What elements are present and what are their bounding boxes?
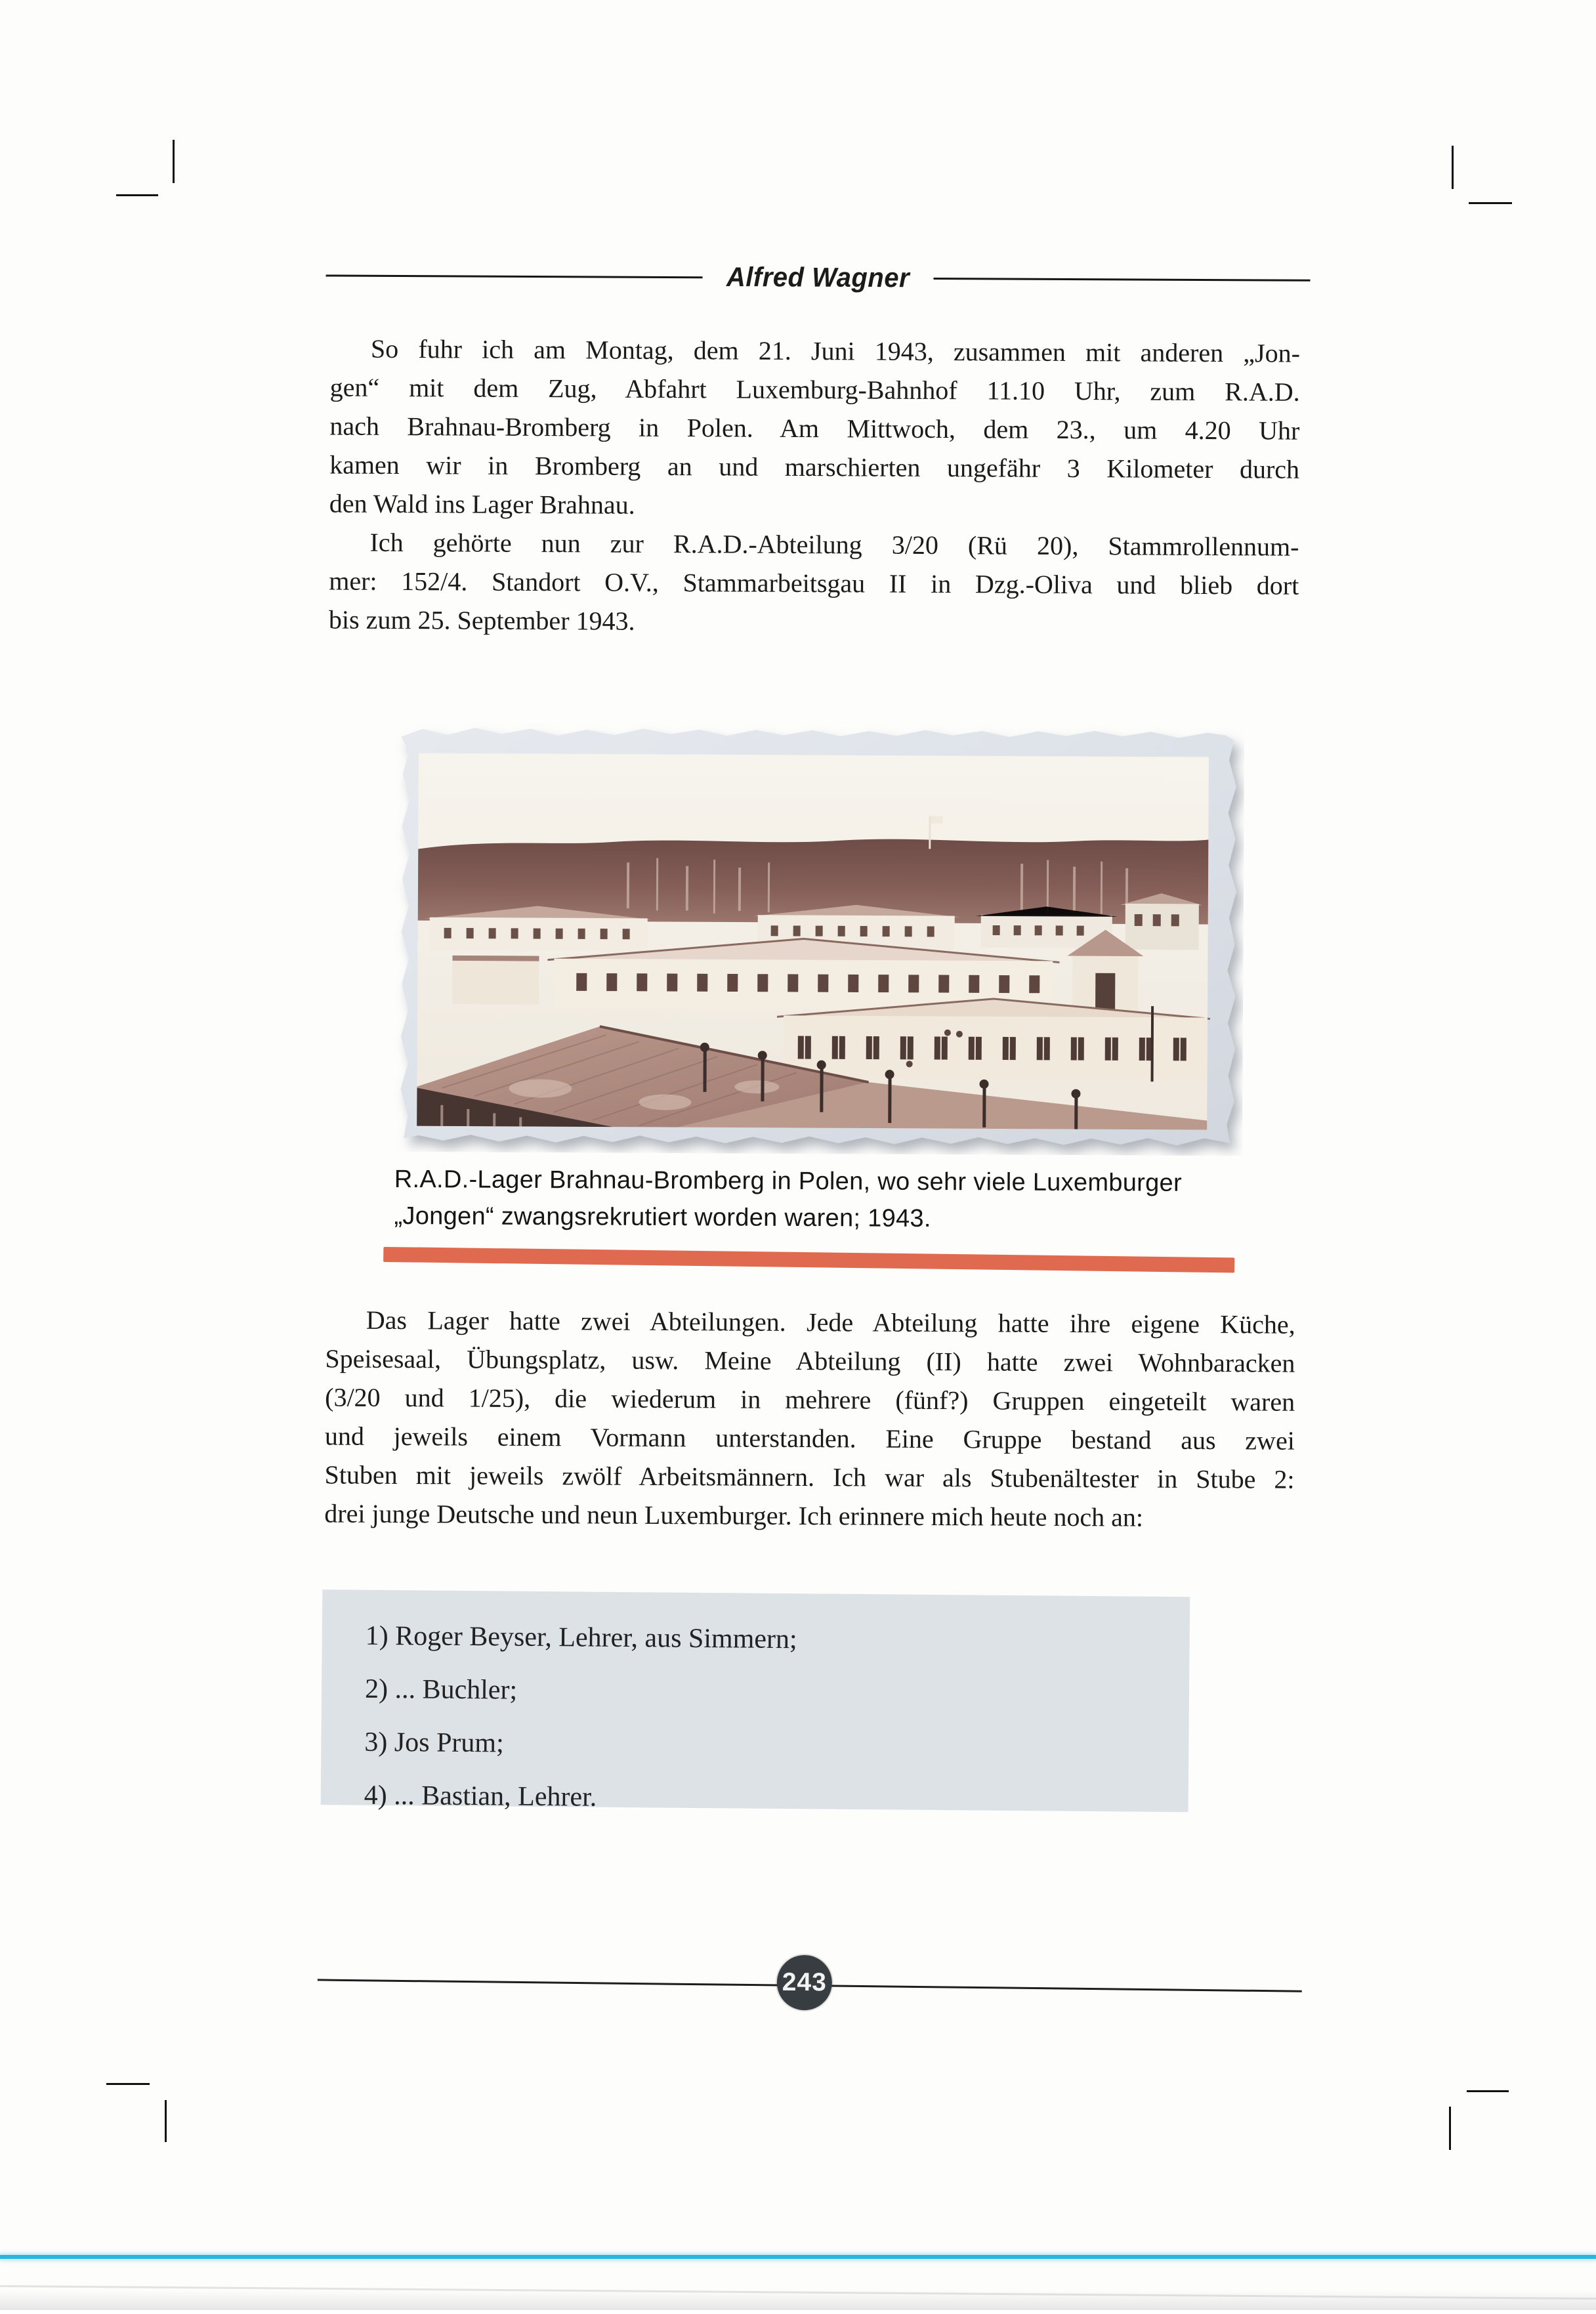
running-header	[326, 261, 1310, 295]
running-header-label: Alfred Wagner	[726, 263, 910, 294]
text-line: So fuhr ich am Montag, dem 21. Juni 1943, zusammen mit anderen „Jon-	[330, 329, 1300, 373]
list-item: 1) Roger Beyser, Lehrer, aus Simmern;	[365, 1610, 1190, 1670]
text-line: Das Lager hatte zwei Abteilungen. Jede Abteilung hatte ihre eigene Küche,	[326, 1300, 1295, 1343]
paragraph-unit	[329, 522, 1299, 643]
text-line: den Wald ins Lager Brahnau.	[329, 484, 1299, 527]
photo-illustration	[389, 719, 1244, 1156]
header-rule-right	[933, 278, 1310, 282]
caption-line: R.A.D.-Lager Brahnau-Bromberg in Polen, wo sehr viele Luxemburger	[394, 1161, 1261, 1202]
text-line: nach Brahnau-Bromberg in Polen. Am Mittwoch, dem 23., um 4.20 Uhr	[329, 406, 1299, 450]
text-line: kamen wir in Bromberg an und marschierten ungefähr 3 Kilometer durch	[329, 445, 1299, 488]
text-line: bis zum 25. September 1943.	[329, 600, 1299, 643]
text-line: drei junge Deutsche und neun Luxemburger. Ich erinnere mich heute noch an:	[324, 1494, 1294, 1537]
scan-cyan-line	[0, 2255, 1596, 2259]
text-line: und jeweils einem Vormann unterstanden. Eine Gruppe bestand aus zwei	[325, 1416, 1295, 1460]
paragraph-camp-description	[324, 1300, 1295, 1537]
page-footer	[317, 1950, 1302, 2040]
caption-line: „Jongen“ zwangsrekrutiert worden waren; 1943.	[394, 1198, 1260, 1238]
scan-edge-shadow	[0, 2290, 1596, 2310]
text-line: Ich gehörte nun zur R.A.D.-Abteilung 3/20 (Rü 20), Stammrollennum-	[329, 522, 1299, 566]
text-line: mer: 152/4. Standort O.V., Stammarbeitsgau II in Dzg.-Oliva und blieb dort	[329, 561, 1299, 604]
list-item: 2) ... Buchler;	[365, 1663, 1190, 1723]
list-item: 3) Jos Prum;	[364, 1716, 1189, 1777]
text-line: Stuben mit jeweils zwölf Arbeitsmännern. Ich war als Stubenältester in Stube 2:	[324, 1455, 1294, 1498]
text-line: (3/20 und 1/25), die wiederum in mehrere (fünf?) Gruppen eingeteilt waren	[325, 1378, 1295, 1421]
text-line: Speisesaal, Übungsplatz, usw. Meine Abteilung (II) hatte zwei Wohnbaracken	[325, 1339, 1295, 1382]
photo-rad-lager	[389, 719, 1244, 1156]
page-number-badge: 243	[777, 1955, 832, 2010]
photo-caption	[394, 1161, 1261, 1238]
red-divider-bar	[383, 1247, 1234, 1273]
text-line: gen“ mit dem Zug, Abfahrt Luxemburg-Bahnhof 11.10 Uhr, zum R.A.D.	[330, 368, 1300, 411]
paragraph-travel	[329, 329, 1300, 528]
header-rule-left	[326, 274, 703, 278]
names-list-panel	[321, 1589, 1190, 1812]
list-item: 4) ... Bastian, Lehrer.	[364, 1769, 1188, 1830]
